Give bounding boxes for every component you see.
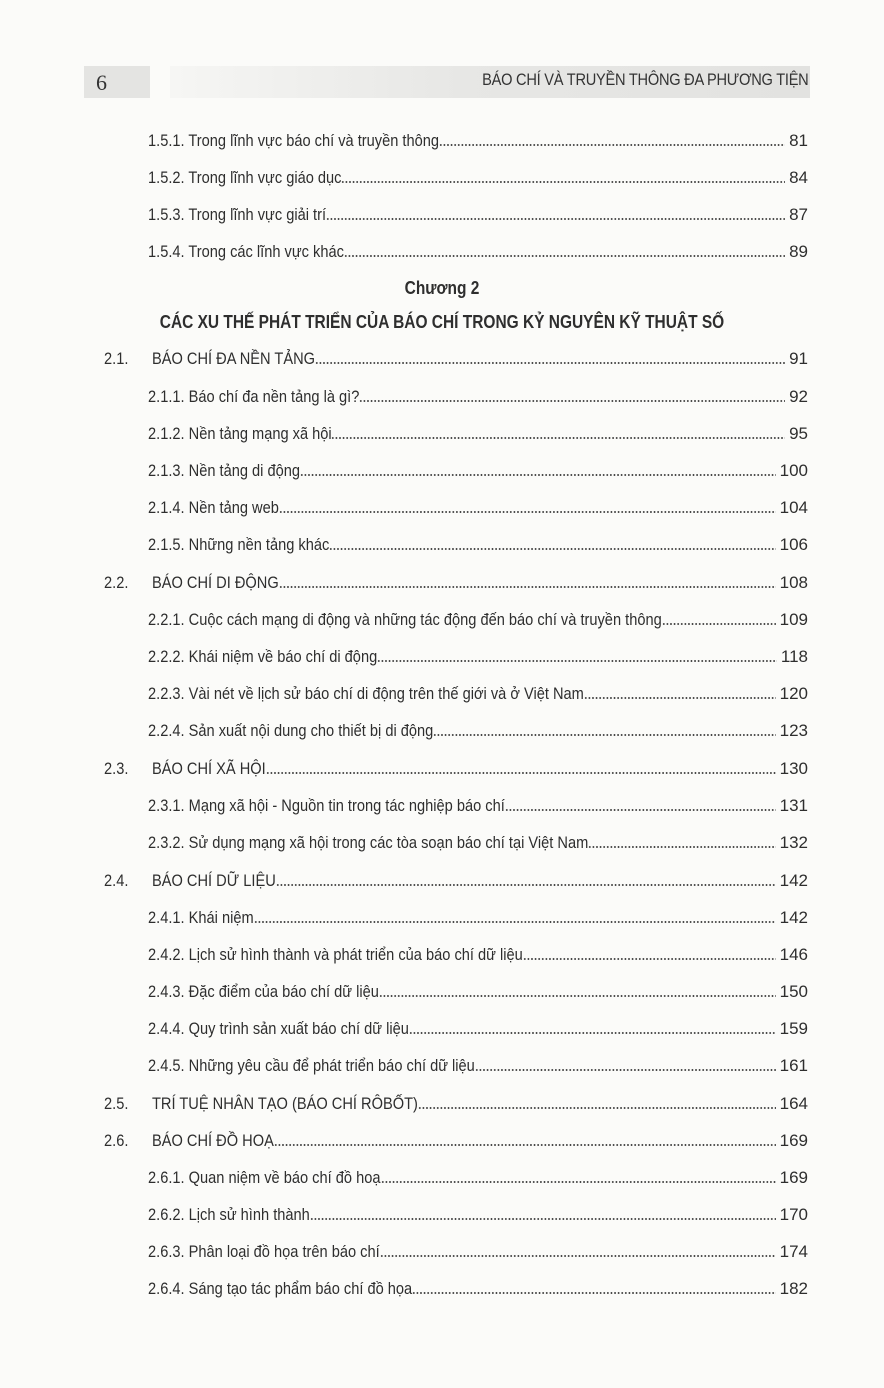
- toc-page-number: 130: [779, 759, 808, 778]
- toc-page-number: 95: [789, 424, 808, 443]
- dot-leader: [588, 845, 775, 849]
- toc-entry: [148, 1239, 808, 1263]
- toc-page-number: 123: [779, 721, 808, 740]
- toc-section-number: 2.6.: [104, 1131, 129, 1150]
- toc-entry-title: 2.2.4. Sản xuất nội dung cho thiết bị di động: [148, 721, 434, 740]
- toc-entry: [148, 1202, 808, 1226]
- chapter-label: Chương 2: [404, 278, 480, 298]
- toc-entry: [104, 756, 808, 780]
- toc-entry: [104, 868, 808, 892]
- page-number: 6: [84, 66, 150, 98]
- toc-entry-title: 2.6.2. Lịch sử hình thành: [148, 1205, 310, 1224]
- dot-leader: [274, 1143, 776, 1147]
- toc-entry-title: 2.3.2. Sử dụng mạng xã hội trong các tòa soạn báo chí tại Việt Nam: [148, 833, 589, 852]
- toc-page-number: 108: [779, 573, 808, 592]
- toc-page-number: 164: [779, 1094, 808, 1113]
- dot-leader: [523, 957, 776, 961]
- toc-page-number: 89: [789, 242, 808, 261]
- running-title: BÁO CHÍ VÀ TRUYỀN THÔNG ĐA PHƯƠNG TIỆN: [481, 70, 808, 89]
- toc-entry-title: 2.6.1. Quan niệm về báo chí đồ hoạ: [148, 1168, 381, 1187]
- toc-page-number: 109: [779, 610, 808, 629]
- toc-entry: [104, 570, 808, 594]
- dot-leader: [329, 547, 776, 551]
- dot-leader: [433, 733, 776, 737]
- toc-entry: [148, 458, 808, 482]
- toc-entry: [148, 1165, 808, 1189]
- toc-entry: [148, 979, 808, 1003]
- dot-leader: [315, 361, 785, 365]
- toc-entry: [148, 421, 808, 445]
- dot-leader: [331, 436, 785, 440]
- toc-entry-title: 2.6.4. Sáng tạo tác phẩm báo chí đồ họa: [148, 1279, 413, 1298]
- toc-entry-title: 1.5.4. Trong các lĩnh vực khác: [148, 242, 344, 261]
- toc-entry-title: 2.6.3. Phân loại đồ họa trên báo chí: [148, 1242, 380, 1261]
- toc-page-number: 174: [779, 1242, 808, 1261]
- dot-leader: [266, 771, 776, 775]
- toc-entry-title: BÁO CHÍ XÃ HỘI: [152, 759, 266, 778]
- toc-entry: [148, 942, 808, 966]
- toc-entry: [104, 1128, 808, 1152]
- toc-page-number: 142: [779, 908, 808, 927]
- dot-leader: [409, 1031, 775, 1035]
- toc-page-number: 161: [779, 1056, 808, 1075]
- toc-entry-title: TRÍ TUỆ NHÂN TẠO (BÁO CHÍ RÔBỐT): [152, 1094, 418, 1113]
- toc-page-number: 100: [779, 461, 808, 480]
- toc-entry-title: 2.3.1. Mạng xã hội - Nguồn tin trong tác nghiệp báo chí: [148, 796, 505, 815]
- toc-entry-title: 2.1.2. Nền tảng mạng xã hội: [148, 424, 332, 443]
- toc-entry: [148, 644, 808, 668]
- toc-entry: [104, 346, 808, 370]
- toc-entry-title: 2.2.3. Vài nét về lịch sử báo chí di động trên thế giới và ở Việt Nam: [148, 684, 584, 703]
- dot-leader: [310, 1217, 776, 1221]
- toc-entry-title: BÁO CHÍ DỮ LIỆU: [152, 871, 276, 890]
- toc-page-number: 131: [779, 796, 808, 815]
- toc-page-number: 84: [789, 168, 808, 187]
- dot-leader: [381, 1180, 776, 1184]
- dot-leader: [300, 473, 776, 477]
- toc-entry-title: 2.4.2. Lịch sử hình thành và phát triển của báo chí dữ liệu: [148, 945, 523, 964]
- dot-leader: [254, 920, 776, 924]
- toc-entry-title: 2.4.1. Khái niệm: [148, 908, 254, 927]
- toc-page-number: 120: [779, 684, 808, 703]
- toc-entry: [148, 1053, 808, 1077]
- toc-entry-title: BÁO CHÍ ĐA NỀN TẢNG: [152, 349, 316, 368]
- toc-page-number: 169: [779, 1131, 808, 1150]
- toc-entry: [148, 495, 808, 519]
- toc-entry-title: 2.4.3. Đặc điểm của báo chí dữ liệu: [148, 982, 379, 1001]
- toc-page-number: 87: [789, 205, 808, 224]
- toc-entry-title: 1.5.2. Trong lĩnh vực giáo dục: [148, 168, 342, 187]
- toc-page-number: 150: [779, 982, 808, 1001]
- chapter-title: CÁC XU THẾ PHÁT TRIỂN CỦA BÁO CHÍ TRONG KỶ NGUYÊN KỸ THUẬT SỐ: [159, 312, 725, 332]
- toc-page-number: 146: [779, 945, 808, 964]
- toc-page-number: 159: [779, 1019, 808, 1038]
- toc-entry-title: 2.2.2. Khái niệm về báo chí di động: [148, 647, 378, 666]
- toc-section-number: 2.1.: [104, 349, 129, 368]
- toc-entry: [148, 793, 808, 817]
- toc-entry-title: 2.4.5. Những yêu cầu để phát triển báo chí dữ liệu: [148, 1056, 475, 1075]
- toc-entry: [148, 202, 808, 226]
- toc-entry: [148, 239, 808, 263]
- toc-entry: [104, 1091, 808, 1115]
- toc-page-number: 104: [779, 498, 808, 517]
- toc-entry-title: 1.5.3. Trong lĩnh vực giải trí: [148, 205, 327, 224]
- dot-leader: [276, 883, 776, 887]
- toc-entry: [148, 128, 808, 152]
- dot-leader: [344, 254, 785, 258]
- dot-leader: [584, 696, 776, 700]
- toc-entry: [148, 607, 808, 631]
- dot-leader: [359, 399, 785, 403]
- dot-leader: [341, 180, 785, 184]
- toc-page-number: 132: [779, 833, 808, 852]
- toc-entry: [148, 384, 808, 408]
- toc-page-number: 182: [779, 1279, 808, 1298]
- toc-page-number: 81: [789, 131, 808, 150]
- dot-leader: [418, 1106, 776, 1110]
- toc-entry-title: 2.4.4. Quy trình sản xuất báo chí dữ liệu: [148, 1019, 409, 1038]
- dot-leader: [279, 510, 776, 514]
- dot-leader: [326, 217, 785, 221]
- toc-page-number: 92: [789, 387, 808, 406]
- toc-page-number: 118: [780, 647, 808, 666]
- toc-entry: [148, 905, 808, 929]
- dot-leader: [662, 622, 776, 626]
- dot-leader: [377, 659, 777, 663]
- toc-entry-title: 2.1.1. Báo chí đa nền tảng là gì?: [148, 387, 360, 406]
- toc-page-number: 169: [779, 1168, 808, 1187]
- dot-leader: [379, 994, 775, 998]
- toc-section-number: 2.4.: [104, 871, 129, 890]
- toc-entry-title: 2.1.5. Những nền tảng khác: [148, 535, 330, 554]
- toc-page-number: 106: [779, 535, 808, 554]
- toc-section-number: 2.3.: [104, 759, 129, 778]
- dot-leader: [505, 808, 776, 812]
- toc-section-number: 2.2.: [104, 573, 129, 592]
- toc-entry: [148, 681, 808, 705]
- toc-entry-title: 1.5.1. Trong lĩnh vực báo chí và truyền thông: [148, 131, 440, 150]
- toc-entry: [148, 532, 808, 556]
- toc-entry-title: 2.2.1. Cuộc cách mạng di động và những tác động đến báo chí và truyền thông: [148, 610, 662, 629]
- toc-page-number: 170: [779, 1205, 808, 1224]
- toc-page-number: 91: [789, 349, 808, 368]
- toc-section-number: 2.5.: [104, 1094, 129, 1113]
- dot-leader: [279, 585, 776, 589]
- toc-entry: [148, 1016, 808, 1040]
- toc-page-number: 142: [779, 871, 808, 890]
- dot-leader: [439, 143, 785, 147]
- dot-leader: [380, 1254, 776, 1258]
- toc-entry: [148, 830, 808, 854]
- toc-entry-title: BÁO CHÍ ĐỒ HOẠ: [152, 1131, 274, 1150]
- toc-entry-title: 2.1.4. Nền tảng web: [148, 498, 279, 517]
- dot-leader: [412, 1291, 775, 1295]
- toc-entry-title: 2.1.3. Nền tảng di động: [148, 461, 301, 480]
- toc-entry: [148, 165, 808, 189]
- dot-leader: [475, 1068, 776, 1072]
- toc-entry-title: BÁO CHÍ DI ĐỘNG: [152, 573, 279, 592]
- toc-entry: [148, 718, 808, 742]
- toc-entry: [148, 1276, 808, 1300]
